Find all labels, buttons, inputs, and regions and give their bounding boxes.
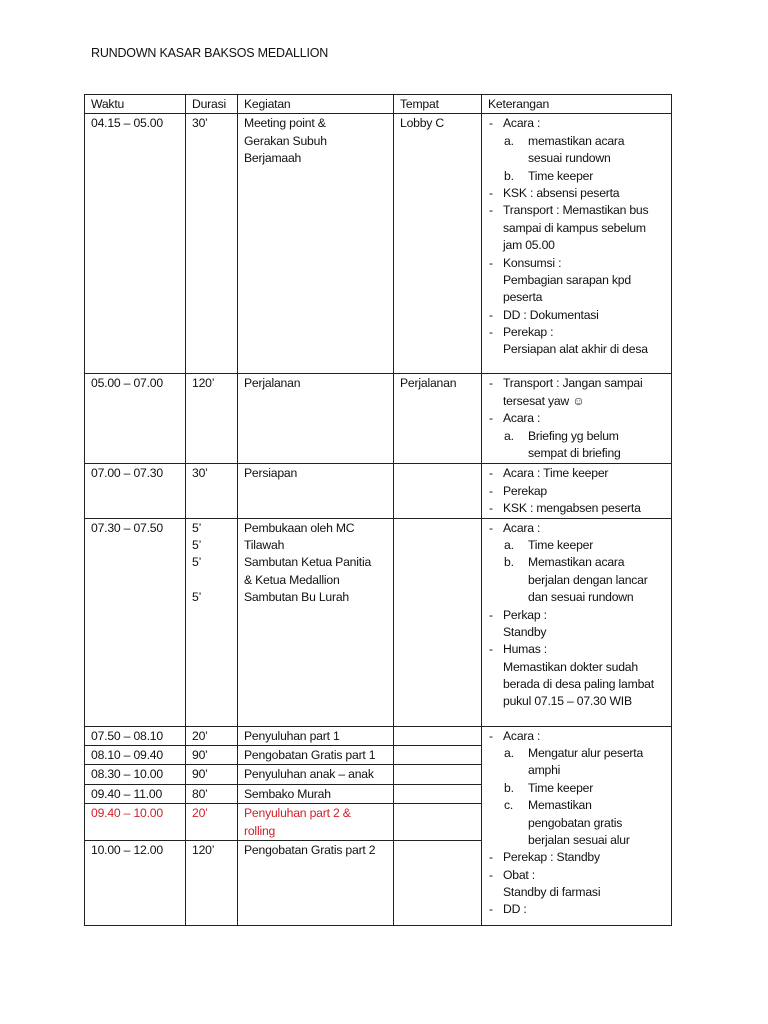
cell-kegiatan <box>238 726 394 745</box>
cell-tempat <box>394 804 482 841</box>
cell-durasi <box>186 804 238 841</box>
keterangan-line <box>488 693 666 710</box>
cell-keterangan <box>482 518 672 726</box>
keterangan-text: dan sesuai rundown <box>528 590 634 605</box>
keterangan-line <box>488 202 666 219</box>
keterangan-text: peserta <box>503 290 543 305</box>
kegiatan-text: Penyuluhan anak – anak <box>244 767 374 782</box>
bullet-dash: - <box>489 520 493 535</box>
keterangan-line <box>488 500 666 517</box>
keterangan-text: Time keeper <box>528 168 594 183</box>
cell-waktu <box>85 374 186 464</box>
durasi-text: 30’ <box>192 116 208 131</box>
list-marker: a. <box>504 537 514 552</box>
cell-keterangan <box>482 464 672 518</box>
kegiatan-text: Pembukaan oleh MC <box>244 520 355 535</box>
tempat-text <box>400 842 476 859</box>
keterangan-line <box>488 220 666 237</box>
keterangan-text: Persiapan alat akhir di desa <box>503 342 648 357</box>
list-marker: a. <box>504 133 514 148</box>
keterangan-text: Transport : Memastikan bus <box>503 203 649 218</box>
cell-tempat <box>394 374 482 464</box>
header-keterangan: Keterangan <box>482 95 672 114</box>
cell-durasi <box>186 518 238 726</box>
cell-durasi <box>186 765 238 784</box>
keterangan-line <box>488 289 666 306</box>
kegiatan-text: Pengobatan Gratis part 2 <box>244 842 376 857</box>
keterangan-text: Briefing yg belum <box>528 428 619 443</box>
list-marker: c. <box>504 798 514 813</box>
keterangan-text: Obat : <box>503 867 535 882</box>
cell-waktu <box>85 840 186 925</box>
waktu-text: 07.00 – 07.30 <box>91 466 163 481</box>
keterangan-line <box>488 272 666 289</box>
keterangan-line <box>488 237 666 254</box>
waktu-text: 05.00 – 07.00 <box>91 376 163 391</box>
header-waktu: Waktu <box>85 95 186 114</box>
table-row <box>85 374 672 464</box>
bullet-dash: - <box>489 411 493 426</box>
cell-tempat <box>394 745 482 764</box>
keterangan-line <box>488 589 666 606</box>
cell-tempat <box>394 518 482 726</box>
kegiatan-text: Gerakan Subuh <box>244 133 327 148</box>
waktu-text: 09.40 – 11.00 <box>91 786 163 801</box>
durasi-text: 5’ <box>192 555 202 570</box>
keterangan-line <box>488 115 666 132</box>
list-marker: b. <box>504 168 514 183</box>
keterangan-line <box>488 641 666 658</box>
keterangan-text: DD : Dokumentasi <box>503 307 599 322</box>
keterangan-text: KSK : mengabsen peserta <box>503 501 641 516</box>
table-row <box>85 464 672 518</box>
keterangan-text: Konsumsi : <box>503 255 562 270</box>
cell-tempat <box>394 840 482 925</box>
keterangan-line <box>488 393 666 410</box>
keterangan-line <box>488 428 666 445</box>
kegiatan-text: Meeting point & <box>244 116 326 131</box>
bullet-dash: - <box>489 642 493 657</box>
durasi-text: 30’ <box>192 466 208 481</box>
cell-kegiatan <box>238 464 394 518</box>
keterangan-text: berada di desa paling lambat <box>503 677 654 692</box>
list-marker: b. <box>504 780 514 795</box>
cell-waktu <box>85 784 186 803</box>
kegiatan-text: Penyuluhan part 1 <box>244 728 340 743</box>
bullet-dash: - <box>489 325 493 340</box>
cell-durasi <box>186 840 238 925</box>
keterangan-line <box>488 465 666 482</box>
table-row <box>85 518 672 726</box>
kegiatan-text: Pengobatan Gratis part 1 <box>244 747 376 762</box>
keterangan-line <box>488 884 666 901</box>
kegiatan-text: Tilawah <box>244 537 285 552</box>
cell-waktu <box>85 518 186 726</box>
keterangan-text: Memastikan acara <box>528 555 625 570</box>
keterangan-text: Perekap <box>503 483 547 498</box>
kegiatan-text: Sembako Murah <box>244 786 331 801</box>
waktu-text: 08.30 – 10.00 <box>91 767 163 782</box>
cell-kegiatan <box>238 784 394 803</box>
tempat-text <box>400 786 476 803</box>
keterangan-line <box>488 445 666 462</box>
cell-kegiatan <box>238 745 394 764</box>
keterangan-line <box>488 255 666 272</box>
waktu-text: 09.40 – 10.00 <box>91 806 163 821</box>
keterangan-line <box>488 832 666 849</box>
kegiatan-text: Perjalanan <box>244 376 301 391</box>
durasi-text: 5’ <box>192 590 202 605</box>
cell-kegiatan <box>238 518 394 726</box>
bullet-dash: - <box>489 255 493 270</box>
kegiatan-text: Sambutan Bu Lurah <box>244 590 350 605</box>
list-marker: b. <box>504 555 514 570</box>
tempat-text <box>400 465 476 482</box>
waktu-text: 07.50 – 08.10 <box>91 728 163 743</box>
cell-tempat <box>394 464 482 518</box>
tempat-text <box>400 520 476 537</box>
list-marker: a. <box>504 428 514 443</box>
tempat-text <box>400 805 476 822</box>
cell-kegiatan <box>238 114 394 374</box>
keterangan-text: pukul 07.15 – 07.30 WIB <box>503 694 632 709</box>
kegiatan-text: Penyuluhan part 2 & <box>244 806 351 821</box>
waktu-text: 10.00 – 12.00 <box>91 842 163 857</box>
bullet-dash: - <box>489 728 493 743</box>
cell-kegiatan <box>238 804 394 841</box>
keterangan-line <box>488 133 666 150</box>
keterangan-line <box>488 324 666 341</box>
keterangan-text: berjalan dengan lancar <box>528 572 648 587</box>
bullet-dash: - <box>489 483 493 498</box>
waktu-text: 08.10 – 09.40 <box>91 747 163 762</box>
keterangan-text: amphi <box>528 763 561 778</box>
tempat-text <box>400 728 476 745</box>
durasi-text: 90’ <box>192 767 208 782</box>
keterangan-line <box>488 554 666 571</box>
keterangan-text: Humas : <box>503 642 547 657</box>
bullet-dash: - <box>489 607 493 622</box>
keterangan-text: Standby <box>503 624 547 639</box>
cell-kegiatan <box>238 765 394 784</box>
durasi-text: 120’ <box>192 842 215 857</box>
keterangan-line <box>488 168 666 185</box>
keterangan-text: Transport : Jangan sampai <box>503 376 643 391</box>
bullet-dash: - <box>489 850 493 865</box>
keterangan-line <box>488 572 666 589</box>
cell-durasi <box>186 464 238 518</box>
durasi-text: 20’ <box>192 806 208 821</box>
keterangan-line <box>488 867 666 884</box>
keterangan-text: Perkap : <box>503 607 547 622</box>
keterangan-text: tersesat yaw ☺ <box>503 393 585 408</box>
durasi-text: 120’ <box>192 376 215 391</box>
cell-waktu <box>85 745 186 764</box>
bullet-dash: - <box>489 466 493 481</box>
keterangan-text: jam 05.00 <box>503 238 555 253</box>
document-title: RUNDOWN KASAR BAKSOS MEDALLION <box>91 46 329 60</box>
keterangan-text: KSK : absensi peserta <box>503 185 620 200</box>
durasi-text: 20’ <box>192 728 208 743</box>
tempat-text: Lobby C <box>400 116 444 131</box>
keterangan-text: sesuai rundown <box>528 151 611 166</box>
keterangan-text: memastikan acara <box>528 133 625 148</box>
keterangan-text: Pembagian sarapan kpd <box>503 272 631 287</box>
cell-kegiatan <box>238 840 394 925</box>
keterangan-line <box>488 410 666 427</box>
keterangan-text: sampai di kampus sebelum <box>503 220 646 235</box>
keterangan-text: Perekap : Standby <box>503 850 600 865</box>
cell-kegiatan <box>238 374 394 464</box>
kegiatan-text: Sambutan Ketua Panitia <box>244 555 372 570</box>
keterangan-line <box>488 901 666 918</box>
cell-durasi <box>186 745 238 764</box>
keterangan-text: Mengatur alur peserta <box>528 745 644 760</box>
keterangan-text: Memastikan <box>528 798 592 813</box>
rundown-table <box>84 94 672 926</box>
keterangan-text: Perekap : <box>503 325 554 340</box>
keterangan-line <box>488 780 666 797</box>
kegiatan-text: Persiapan <box>244 466 298 481</box>
keterangan-text: sempat di briefing <box>528 445 621 460</box>
bullet-dash: - <box>489 867 493 882</box>
keterangan-line <box>488 745 666 762</box>
keterangan-line <box>488 375 666 392</box>
waktu-text: 07.30 – 07.50 <box>91 520 163 535</box>
bullet-dash: - <box>489 203 493 218</box>
keterangan-text: Acara : <box>503 411 541 426</box>
keterangan-line <box>488 815 666 832</box>
keterangan-line <box>488 150 666 167</box>
keterangan-line <box>488 185 666 202</box>
tempat-text <box>400 747 476 764</box>
keterangan-text: Acara : <box>503 728 541 743</box>
cell-durasi <box>186 784 238 803</box>
keterangan-text: Acara : Time keeper <box>503 466 609 481</box>
keterangan-line <box>488 624 666 641</box>
durasi-text <box>192 572 232 589</box>
cell-durasi <box>186 726 238 745</box>
keterangan-line <box>488 307 666 324</box>
keterangan-line <box>488 762 666 779</box>
table-header-row <box>85 95 672 114</box>
keterangan-text: berjalan sesuai alur <box>528 832 630 847</box>
tempat-text <box>400 766 476 783</box>
keterangan-line <box>488 520 666 537</box>
cell-keterangan <box>482 726 672 925</box>
keterangan-text: Acara : <box>503 116 541 131</box>
keterangan-text: Memastikan dokter sudah <box>503 659 638 674</box>
cell-tempat <box>394 784 482 803</box>
keterangan-line <box>488 483 666 500</box>
keterangan-line <box>488 537 666 554</box>
keterangan-text: Acara : <box>503 520 541 535</box>
header-durasi: Durasi <box>186 95 238 114</box>
keterangan-line <box>488 607 666 624</box>
header-tempat: Tempat <box>394 95 482 114</box>
cell-tempat <box>394 765 482 784</box>
cell-durasi <box>186 114 238 374</box>
cell-waktu <box>85 804 186 841</box>
cell-waktu <box>85 114 186 374</box>
cell-waktu <box>85 726 186 745</box>
cell-durasi <box>186 374 238 464</box>
durasi-text: 90’ <box>192 747 208 762</box>
kegiatan-text: & Ketua Medallion <box>244 572 340 587</box>
kegiatan-text: Berjamaah <box>244 151 302 166</box>
bullet-dash: - <box>489 501 493 516</box>
bullet-dash: - <box>489 185 493 200</box>
tempat-text: Perjalanan <box>400 376 457 391</box>
header-kegiatan: Kegiatan <box>238 95 394 114</box>
bullet-dash: - <box>489 376 493 391</box>
kegiatan-text: rolling <box>244 823 276 838</box>
table-row <box>85 726 672 745</box>
keterangan-line <box>488 728 666 745</box>
durasi-text: 5’ <box>192 520 202 535</box>
keterangan-text: DD : <box>503 902 527 917</box>
list-marker: a. <box>504 745 514 760</box>
cell-waktu <box>85 765 186 784</box>
cell-tempat <box>394 114 482 374</box>
table-row <box>85 114 672 374</box>
bullet-dash: - <box>489 307 493 322</box>
cell-tempat <box>394 726 482 745</box>
keterangan-line <box>488 341 666 358</box>
keterangan-text: Standby di farmasi <box>503 885 601 900</box>
keterangan-text: Time keeper <box>528 780 594 795</box>
keterangan-text: pengobatan gratis <box>528 815 623 830</box>
durasi-text: 80’ <box>192 786 208 801</box>
keterangan-line <box>488 797 666 814</box>
keterangan-line <box>488 659 666 676</box>
keterangan-text: Time keeper <box>528 537 594 552</box>
durasi-text: 5’ <box>192 537 202 552</box>
cell-keterangan <box>482 374 672 464</box>
cell-keterangan <box>482 114 672 374</box>
waktu-text: 04.15 – 05.00 <box>91 116 163 131</box>
cell-waktu <box>85 464 186 518</box>
keterangan-line <box>488 849 666 866</box>
bullet-dash: - <box>489 902 493 917</box>
bullet-dash: - <box>489 116 493 131</box>
keterangan-line <box>488 676 666 693</box>
